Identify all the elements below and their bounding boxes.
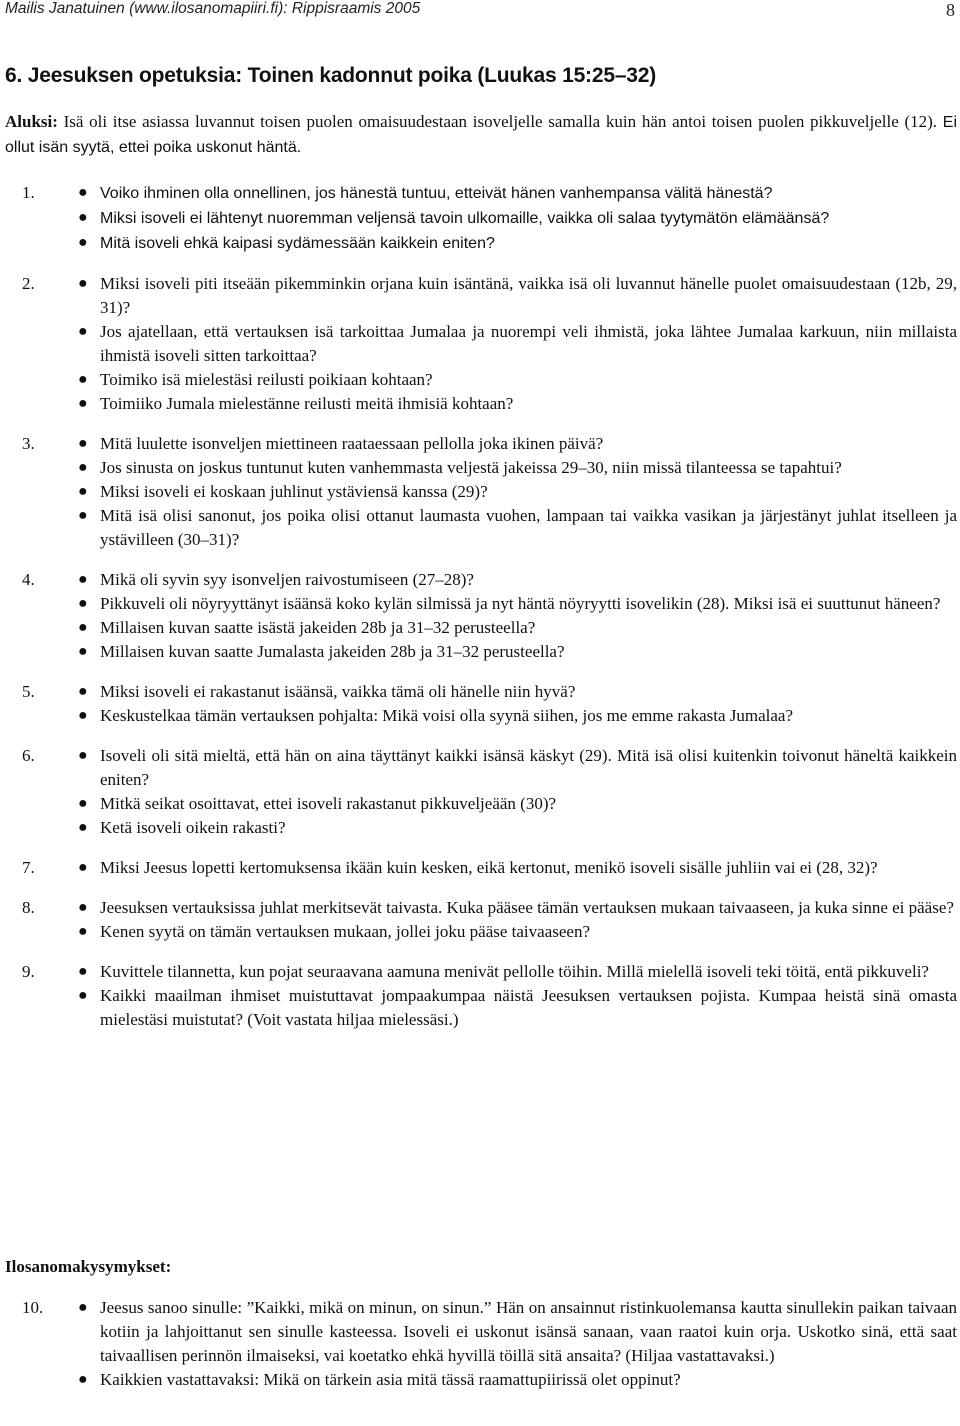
question-item — [0, 368, 960, 392]
question-item — [0, 1368, 960, 1392]
running-header — [5, 0, 955, 24]
question-group — [0, 272, 960, 416]
question-text: Miksi isoveli piti itseään pikemminkin orjana kuin isäntänä, vaikka isä oli luvannut hänelle puolet omaisuudestaan (12b, 29, 31)? — [100, 274, 957, 317]
bullet-icon: ● — [78, 275, 88, 292]
bullet-icon: ● — [78, 683, 88, 700]
bullet-icon: ● — [78, 643, 88, 660]
question-number: 1. — [22, 183, 35, 202]
bullet-icon: ● — [78, 395, 88, 412]
bullet-icon: ● — [78, 1299, 88, 1316]
question-list — [0, 181, 960, 1048]
intro-sans-text: Ei ollut isän syytä, ettei poika uskonut häntä. — [5, 114, 957, 156]
bullet-icon: ● — [78, 435, 88, 452]
question-text: Millaisen kuvan saatte Jumalasta jakeiden 28b ja 31–32 perusteella? — [100, 642, 565, 661]
question-number: 8. — [22, 898, 35, 917]
bullet-icon: ● — [78, 507, 88, 524]
question-item — [0, 816, 960, 840]
question-text: Isoveli oli sitä mieltä, että hän on aina täyttänyt kaikki isänsä käskyt (29). Mitä isä olisi kuitenkin toivonut häneltä kaikkein eniten? — [100, 746, 957, 789]
question-text: Miksi isoveli ei rakastanut isäänsä, vaikka tämä oli hänelle niin hyvä? — [100, 682, 576, 701]
question-item — [0, 456, 960, 480]
question-item — [0, 432, 960, 456]
question-text: Kaikkien vastattavaksi: Mikä on tärkein asia mitä tässä raamattupiirissä olet oppinut? — [100, 1370, 681, 1389]
bullet-icon: ● — [78, 371, 88, 388]
intro-paragraph — [5, 110, 957, 160]
question-item — [0, 480, 960, 504]
header-source: Mailis Janatuinen (www.ilosanomapiiri.fi): Rippisraamis 2005 — [5, 0, 421, 17]
question-item — [0, 392, 960, 416]
question-group — [0, 856, 960, 880]
question-item — [0, 744, 960, 792]
question-text: Miksi isoveli ei koskaan juhlinut ystäviensä kanssa (29)? — [100, 482, 488, 501]
question-number: 10. — [22, 1298, 44, 1317]
question-item — [0, 920, 960, 944]
question-item — [0, 320, 960, 368]
question-item — [0, 206, 960, 231]
question-text: Ketä isoveli oikein rakasti? — [100, 818, 286, 837]
question-text: Kaikki maailman ihmiset muistuttavat jompaakumpaa näistä Jeesuksen vertauksen pojista. Kumpaa heistä sinä omasta mielestäsi muistutat? (Voit vastata hiljaa mielessäsi.) — [100, 986, 957, 1029]
bullet-icon: ● — [78, 323, 88, 340]
question-text: Mikä oli syvin syy isonveljen raivostumiseen (27–28)? — [100, 570, 474, 589]
bullet-icon: ● — [78, 923, 88, 940]
question-text: Mitä isä olisi sanonut, jos poika olisi ottanut laumasta vuohen, lampaan tai vaikka vasikan ja järjestänyt juhlat itselleen ja ystävilleen (30–31)? — [100, 506, 957, 549]
subheading: Ilosanomakysymykset: — [5, 1257, 172, 1276]
bullet-icon: ● — [78, 209, 88, 226]
question-number: 7. — [22, 858, 35, 877]
question-item — [0, 680, 960, 704]
question-item — [0, 792, 960, 816]
question-number: 6. — [22, 746, 35, 765]
question-number: 2. — [22, 274, 35, 293]
question-group — [0, 181, 960, 256]
bullet-icon: ● — [78, 747, 88, 764]
question-group — [0, 1296, 960, 1392]
bullet-icon: ● — [78, 571, 88, 588]
question-text: Jos sinusta on joskus tuntunut kuten vanhemmasta veljestä jakeissa 29–30, niin missä tilanteessa se tapahtui? — [100, 458, 842, 477]
page-number: 8 — [946, 0, 955, 20]
question-item — [0, 231, 960, 256]
question-text: Voiko ihminen olla onnellinen, jos hänestä tuntuu, etteivät hänen vanhempansa välitä hänestä? — [100, 185, 773, 202]
bullet-icon: ● — [78, 1371, 88, 1388]
question-text: Mitä isoveli ehkä kaipasi sydämessään kaikkein eniten? — [100, 235, 495, 252]
question-text: Miksi Jeesus lopetti kertomuksensa ikään kuin kesken, eikä kertonut, menikö isoveli sisälle juhliin vai ei (28, 32)? — [100, 858, 878, 877]
question-item — [0, 984, 960, 1032]
intro-lead: Aluksi: — [5, 112, 58, 131]
question-text: Mitä luulette isonveljen miettineen raataessaan pellolla joka ikinen päivä? — [100, 434, 604, 453]
bullet-icon: ● — [78, 619, 88, 636]
question-text: Toimiiko Jumala mielestänne reilusti meitä ihmisiä kohtaan? — [100, 394, 514, 413]
question-group — [0, 896, 960, 944]
question-text: Toimiko isä mielestäsi reilusti poikiaan kohtaan? — [100, 370, 433, 389]
question-number: 4. — [22, 570, 35, 589]
question-item — [0, 704, 960, 728]
question-text: Pikkuveli oli nöyryyttänyt isäänsä koko kylän silmissä ja nyt häntä nöyryytti isovelikin (28). Miksi isä ei suuttunut häneen? — [100, 594, 941, 613]
question-item — [0, 181, 960, 206]
bullet-icon: ● — [78, 483, 88, 500]
question-group — [0, 744, 960, 840]
bullet-icon: ● — [78, 707, 88, 724]
question-text: Mitkä seikat osoittavat, ettei isoveli rakastanut pikkuveljeään (30)? — [100, 794, 557, 813]
question-item — [0, 616, 960, 640]
question-text: Millaisen kuvan saatte isästä jakeiden 28b ja 31–32 perusteella? — [100, 618, 536, 637]
bullet-icon: ● — [78, 184, 88, 201]
question-group — [0, 432, 960, 552]
question-item — [0, 960, 960, 984]
question-item — [0, 1296, 960, 1368]
question-text: Kenen syytä on tämän vertauksen mukaan, jollei joku pääse taivaaseen? — [100, 922, 590, 941]
section-title: 6. Jeesuksen opetuksia: Toinen kadonnut poika (Luukas 15:25–32) — [5, 64, 657, 87]
bullet-icon: ● — [78, 795, 88, 812]
question-number: 5. — [22, 682, 35, 701]
question-group — [0, 960, 960, 1032]
gospel-question-list — [0, 1296, 960, 1408]
bullet-icon: ● — [78, 459, 88, 476]
question-number: 3. — [22, 434, 35, 453]
question-text: Jeesuksen vertauksissa juhlat merkitsevät taivasta. Kuka pääsee tämän vertauksen mukaan taivaaseen, ja kuka sinne ei pääse? — [100, 898, 954, 917]
bullet-icon: ● — [78, 859, 88, 876]
question-item — [0, 592, 960, 616]
question-text: Kuvittele tilannetta, kun pojat seuraavana aamuna menivät pellolle töihin. Millä mielellä isoveli teki töitä, entä pikkuveli? — [100, 962, 929, 981]
question-group — [0, 568, 960, 664]
bullet-icon: ● — [78, 899, 88, 916]
question-item — [0, 568, 960, 592]
question-text: Jos ajatellaan, että vertauksen isä tarkoittaa Jumalaa ja nuorempi veli ihmistä, joka lähtee Jumalaa karkuun, niin millaista ihmistä isoveli sitten tarkoittaa? — [100, 322, 957, 365]
question-item — [0, 504, 960, 552]
question-text: Keskustelkaa tämän vertauksen pohjalta: Mikä voisi olla syynä siihen, jos me emme rakasta Jumalaa? — [100, 706, 794, 725]
question-item — [0, 856, 960, 880]
question-number: 9. — [22, 962, 35, 981]
bullet-icon: ● — [78, 234, 88, 251]
bullet-icon: ● — [78, 819, 88, 836]
question-text: Miksi isoveli ei lähtenyt nuoremman veljensä tavoin ulkomaille, vaikka oli salaa tyytymätön elämäänsä? — [100, 210, 830, 227]
bullet-icon: ● — [78, 963, 88, 980]
question-group — [0, 680, 960, 728]
question-item — [0, 896, 960, 920]
question-item — [0, 640, 960, 664]
bullet-icon: ● — [78, 987, 88, 1004]
intro-text: Isä oli itse asiassa luvannut toisen puolen omaisuudestaan isoveljelle samalla kuin hän antoi toisen puolen pikkuveljelle (12). — [57, 112, 943, 131]
question-text: Jeesus sanoo sinulle: ”Kaikki, mikä on minun, on sinun.” Hän on ansainnut ristinkuolemansa kautta sinullekin paikan taivaan kotiin ja lahjoittanut sen sinulle kasteessa. Isoveli ei uskonut isänsä sanaan, vaan raatoi kuin orja. Uskotko sinä, että saat taivaallisen perinnön ilmaiseksi, vai koetatko ehkä hyvillä töillä sitä ansaita? (Hiljaa vastattavaksi.) — [100, 1298, 957, 1365]
question-item — [0, 272, 960, 320]
bullet-icon: ● — [78, 595, 88, 612]
